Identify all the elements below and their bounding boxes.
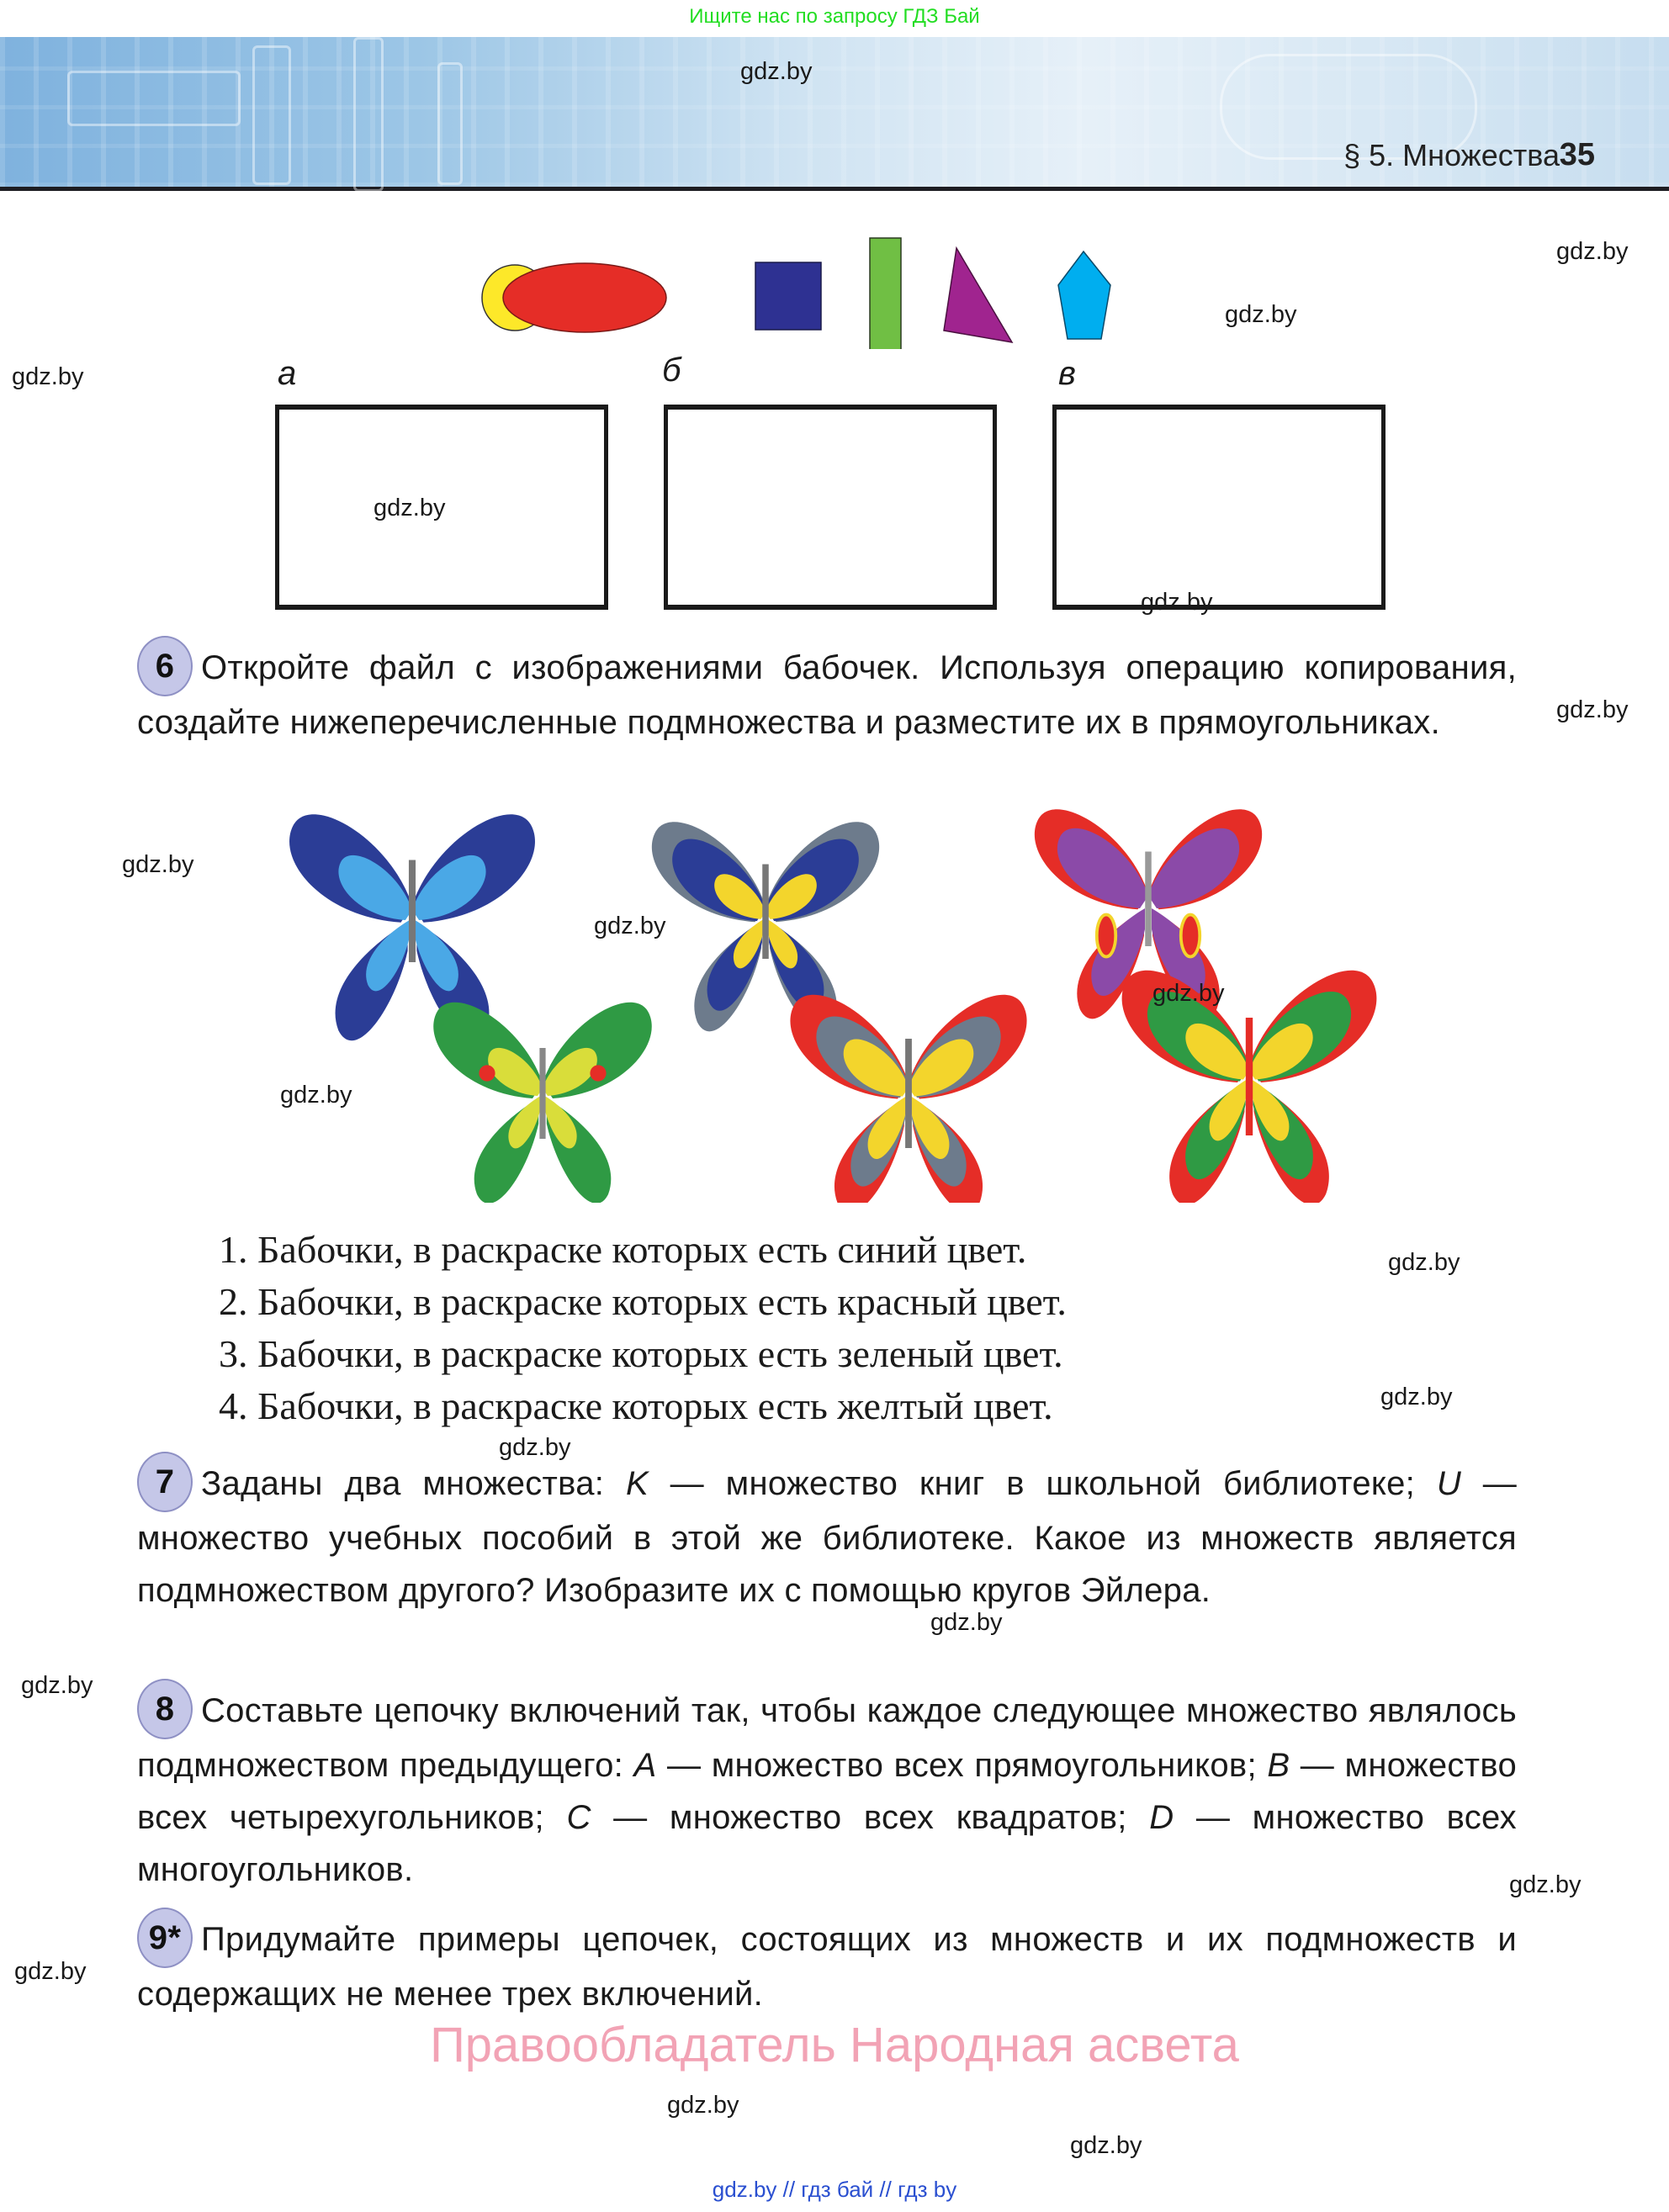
exercise-7-text: — множество учебных пособий в этой же библиотеке. Какое из множеств является подмножеством другого? Изобразите их с помощью кругов Эйлера. xyxy=(137,1465,1518,1610)
circuit-decoration xyxy=(252,45,291,185)
set-variable: B xyxy=(1267,1747,1290,1785)
watermark: gdz.by xyxy=(1070,2132,1142,2159)
butterflies-illustration xyxy=(269,807,1405,1203)
box-label-a: а xyxy=(278,355,297,392)
green-bar-shape xyxy=(870,238,901,349)
circuit-decoration xyxy=(67,71,241,126)
watermark: gdz.by xyxy=(21,1672,93,1699)
purple-triangle-shape xyxy=(944,248,1012,342)
exercise-number-badge: 9* xyxy=(137,1908,193,1968)
exercise-number-badge: 8 xyxy=(137,1679,193,1739)
watermark: gdz.by xyxy=(499,1434,571,1461)
watermark: gdz.by xyxy=(667,2092,739,2119)
search-hint: Ищите нас по запросу ГДЗ Бай xyxy=(689,5,980,28)
circuit-decoration xyxy=(437,62,463,185)
watermark: gdz.by xyxy=(1556,238,1629,265)
green-yellow-butterfly xyxy=(433,1003,652,1203)
set-variable: U xyxy=(1436,1465,1461,1502)
watermark: gdz.by xyxy=(1380,1384,1453,1410)
section-title: § 5. Множества xyxy=(1343,138,1560,172)
watermark: gdz.by xyxy=(930,1609,1003,1636)
exercise-8-text: — множество всех прямоугольников; xyxy=(656,1747,1268,1785)
cyan-pentagon-shape xyxy=(1058,251,1110,339)
set-variable: C xyxy=(566,1799,591,1837)
exercise-8-text: — множество всех квадратов; xyxy=(591,1799,1150,1837)
blue-butterfly xyxy=(289,814,535,1040)
watermark: gdz.by xyxy=(1556,696,1629,723)
copyright-notice: Правообладатель Народная асвета xyxy=(430,2018,1239,2072)
watermark: gdz.by xyxy=(14,1958,87,1985)
navy-yellow-swallowtail xyxy=(652,822,879,1031)
red-ellipse-shape xyxy=(503,263,666,332)
box-label-v: в xyxy=(1058,355,1076,392)
exercise-number-badge: 7 xyxy=(137,1452,193,1512)
exercise-8-text: Составьте цепочку включений так, чтобы каждое следующее множество являлось подмножеством предыдущего: xyxy=(137,1692,1517,1785)
list-item: 2. Бабочки, в раскраске которых есть красный цвет. xyxy=(219,1280,1067,1323)
answer-box-v xyxy=(1052,405,1386,610)
watermark: gdz.by xyxy=(374,495,446,521)
answer-box-b xyxy=(664,405,997,610)
box-label-b: б xyxy=(662,352,681,389)
watermark: gdz.by xyxy=(1152,980,1225,1007)
exercise-7-text: — множество книг в школьной библиотеке; xyxy=(648,1465,1437,1502)
set-variable: K xyxy=(625,1465,649,1502)
exercise-6-text: Откройте файл с изображениями бабочек. Используя операцию копирования, создайте нижеперечисленные подмножества и разместите их в прямоугольниках. xyxy=(137,649,1517,742)
exercise-8-text: — множество всех четырехугольников; xyxy=(137,1747,1518,1837)
watermark: gdz.by xyxy=(280,1082,352,1109)
exercise-7 xyxy=(137,1458,1517,1617)
red-yellow-butterfly xyxy=(790,995,1026,1203)
shapes-illustration xyxy=(480,223,1203,349)
page-header-banner xyxy=(0,37,1669,191)
watermark: gdz.by xyxy=(1509,1871,1582,1898)
exercise-6 xyxy=(137,642,1517,749)
page-number: 35 xyxy=(1559,137,1595,172)
exercise-9-text: Придумайте примеры цепочек, состоящих из множеств и их подмножеств и содержащих не менее трех включений. xyxy=(137,1921,1517,2014)
list-item: 4. Бабочки, в раскраске которых есть желтый цвет. xyxy=(219,1384,1053,1427)
circuit-decoration xyxy=(353,37,384,192)
footer-links[interactable]: gdz.by // гдз бай // гдз by xyxy=(712,2177,957,2202)
set-variable: A xyxy=(633,1747,657,1785)
navy-square-shape xyxy=(755,262,821,330)
exercise-7-text: Заданы два множества: xyxy=(201,1465,626,1502)
butterfly-subset-list xyxy=(219,1224,1067,1432)
exercise-9 xyxy=(137,1913,1517,2020)
set-variable: D xyxy=(1149,1799,1174,1837)
watermark: gdz.by xyxy=(594,913,666,939)
watermark: gdz.by xyxy=(122,851,194,878)
list-item: 1. Бабочки, в раскраске которых есть синий цвет. xyxy=(219,1228,1027,1271)
exercise-8-text: — множество всех многоугольников. xyxy=(137,1799,1517,1889)
exercise-number-badge: 6 xyxy=(137,636,193,696)
exercise-8 xyxy=(137,1685,1517,1896)
watermark: gdz.by xyxy=(1388,1249,1460,1276)
watermark: gdz.by xyxy=(12,363,84,390)
list-item: 3. Бабочки, в раскраске которых есть зеленый цвет. xyxy=(219,1332,1063,1375)
watermark: gdz.by xyxy=(740,58,813,85)
watermark: gdz.by xyxy=(1225,301,1297,328)
watermark: gdz.by xyxy=(1141,589,1213,616)
